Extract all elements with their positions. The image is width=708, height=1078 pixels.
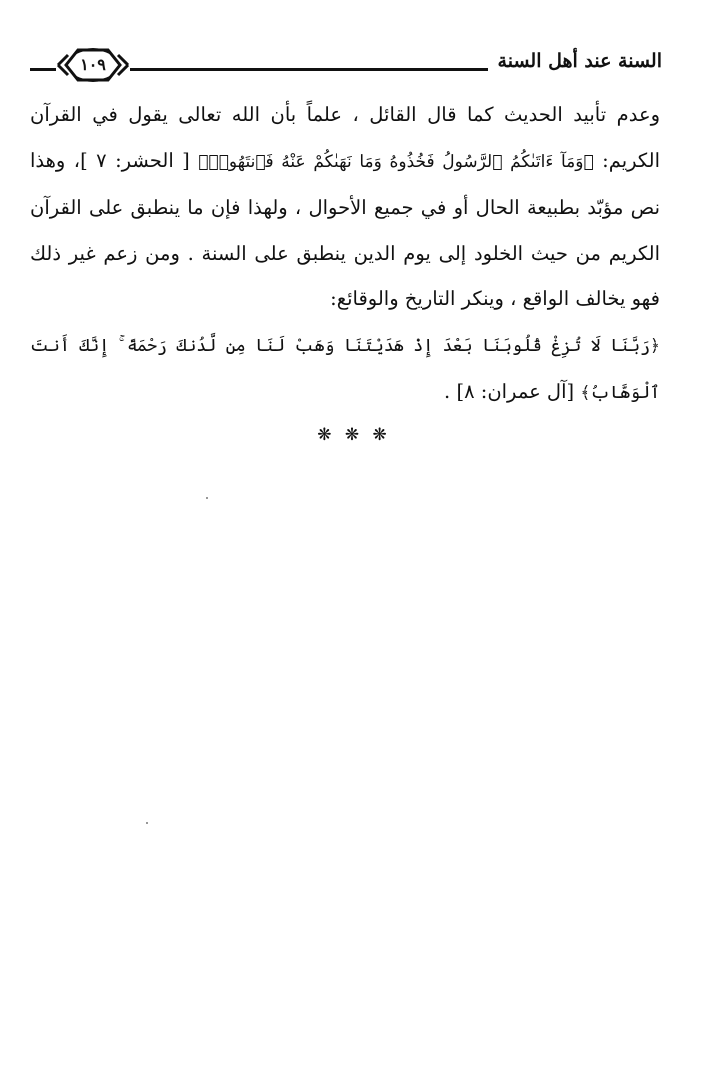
running-header	[30, 46, 662, 90]
quran-verse: ﴿رَبَّنَا لَا تُزِغْ قُلُوبَنَا بَعْدَ إِذْ هَدَيْتَنَا وَهَبْ لَنَا مِن لَّدُنكَ رَحْمَةً ۚ إِنَّكَ أَنتَ ٱلْوَهَّابُ﴾	[30, 335, 660, 403]
scan-speck	[206, 497, 208, 499]
verse-reference: [آل عمران: ٨] .	[444, 380, 581, 403]
paragraph-text: وعدم تأبيد الحديث كما قال القائل ، علماً بأن الله تعالى يقول في القرآن الكريم:	[30, 103, 661, 172]
paragraph	[30, 322, 660, 417]
page-number-ornament	[56, 46, 130, 84]
paragraph-text: وهذا نص مؤبّد بطبيعة الحال أو في جميع الأحوال ، ولهذا فإن ما ينطبق على القرآن الكريم من حيث الخلود إلى يوم الدين ينطبق على السنة . ومن زعم غير ذلك فهو يخالف الواقع ، وينكر التاريخ والوقائع:	[30, 148, 660, 310]
scan-speck	[146, 822, 148, 824]
section-separator: ❋ ❋ ❋	[317, 425, 391, 445]
quran-verse: ﴿وَمَآ ءَاتَىٰكُمُ ٱلرَّسُولُ فَخُذُوهُ وَمَا نَهَىٰكُمْ عَنْهُ فَٱنتَهُوا۟﴾	[198, 151, 594, 172]
header-title: السنة عند أهل السنة	[488, 50, 662, 72]
body-text	[30, 92, 660, 417]
verse-reference: [ الحشر: ٧ ]،	[65, 148, 199, 172]
page-number: ١٠٩	[80, 55, 106, 74]
paragraph	[30, 92, 660, 322]
